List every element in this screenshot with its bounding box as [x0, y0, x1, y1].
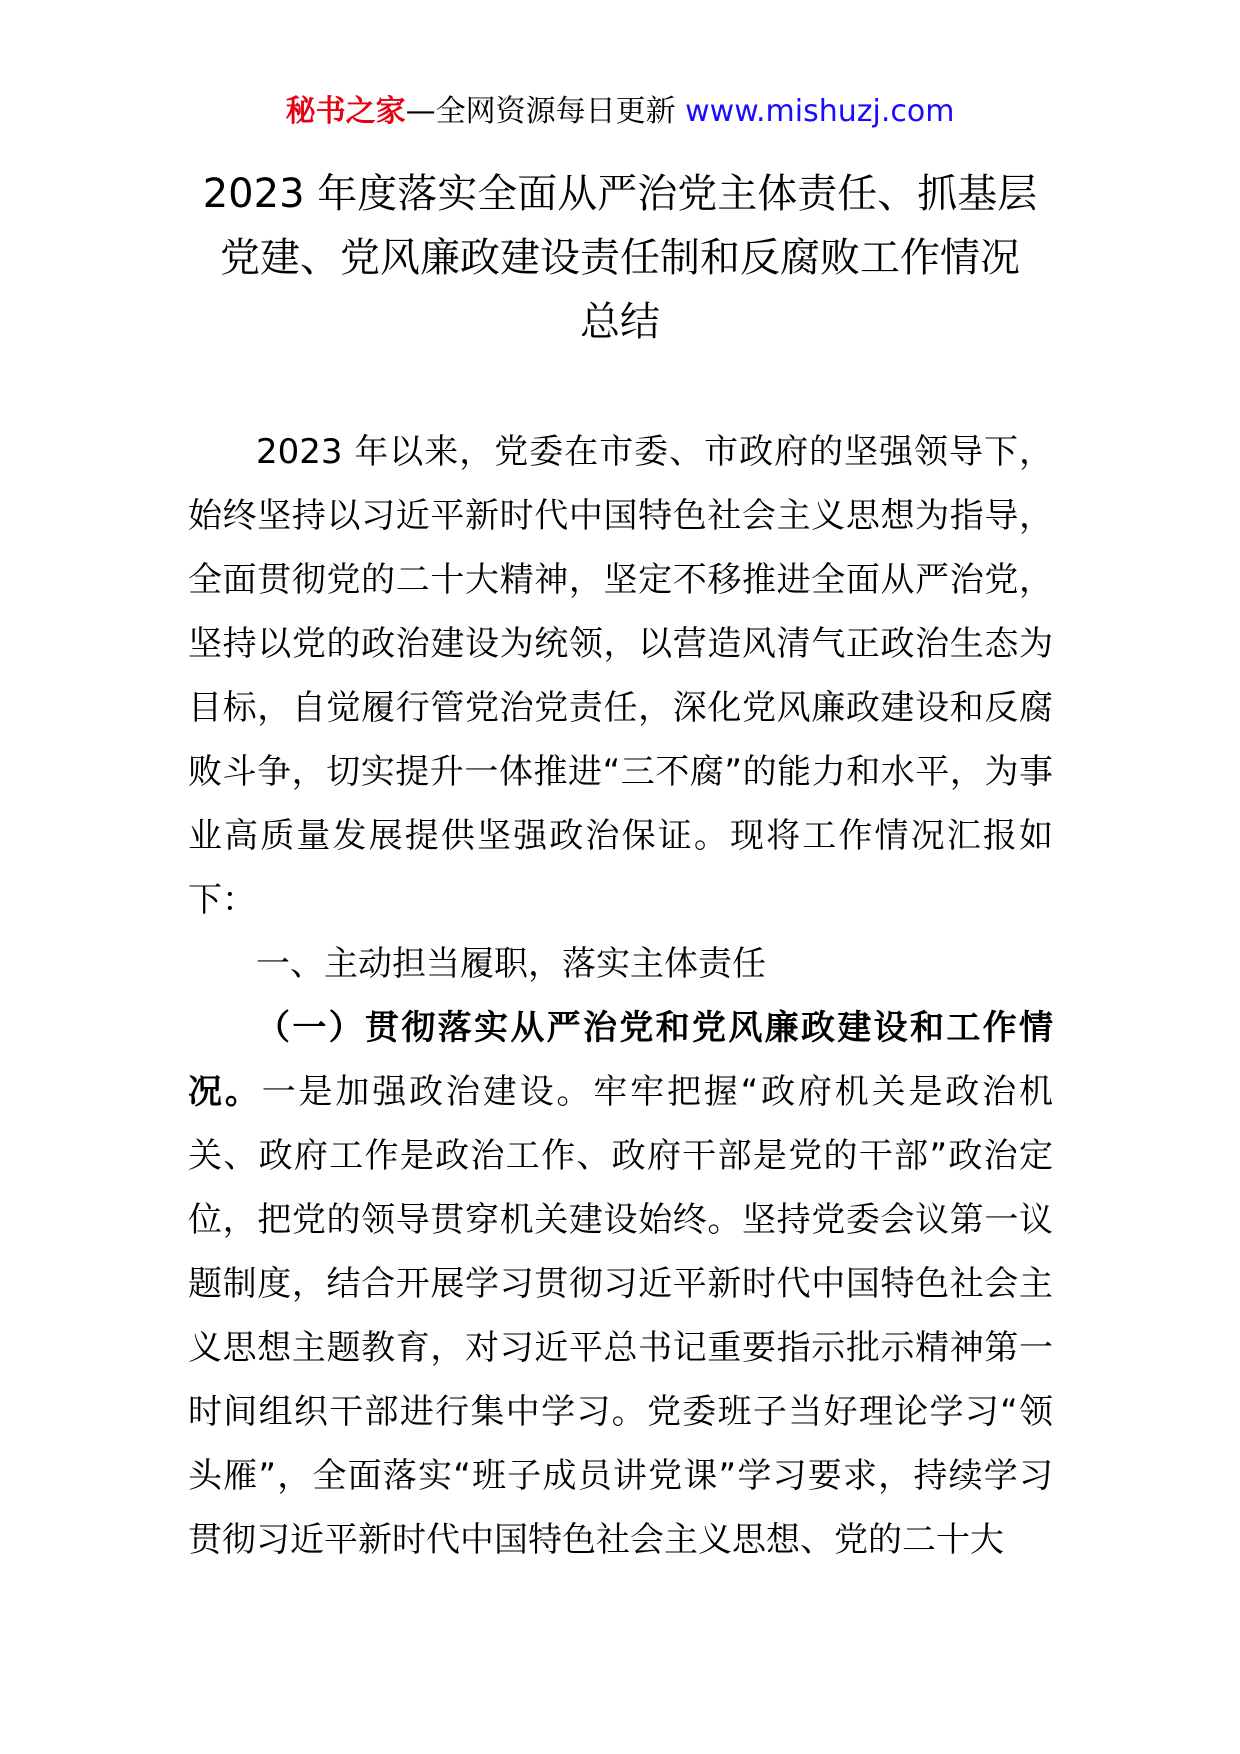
- watermark-header: [0, 92, 1240, 132]
- title-line-1: 2023 年度落实全面从严治党主体责任、抓基层: [202, 171, 1038, 217]
- document-title: [150, 162, 1090, 354]
- subsection-heading: （一）贯彻落实从严治党和党风廉政建设和工作情况。: [188, 1008, 1053, 1112]
- section-heading: 一、主动担当履职，落实主体责任: [256, 944, 766, 984]
- document-body: [188, 420, 1053, 1572]
- subsection-text: 一是加强政治建设。牢牢把握“政府机关是政治机关、政府工作是政治工作、政府干部是党的干部”政治定位，把党的领导贯穿机关建设始终。坚持党委会议第一议题制度，结合开展学习贯彻习近平新时代中国特色社会主义思想主题教育，对习近平总书记重要指示批示精神第一时间组织干部进行集中学习。党委班子当好理论学习“领头雁”，全面落实“班子成员讲党课”学习要求，持续学习贯彻习近平新时代中国特色社会主义思想、党的二十大: [188, 1072, 1053, 1560]
- subsection-paragraph: [188, 996, 1053, 1572]
- site-url: www.mishuzj.com: [685, 94, 955, 129]
- brand-name: 秘书之家: [285, 94, 406, 129]
- title-line-2: 党建、党风廉政建设责任制和反腐败工作情况: [220, 235, 1020, 281]
- header-slogan: —全网资源每日更新: [405, 94, 686, 129]
- title-line-3: 总结: [580, 299, 660, 345]
- intro-paragraph: 2023 年以来，党委在市委、市政府的坚强领导下，始终坚持以习近平新时代中国特色社会主义思想为指导，全面贯彻党的二十大精神，坚定不移推进全面从严治党，坚持以党的政治建设为统领，以营造风清气正政治生态为目标，自觉履行管党治党责任，深化党风廉政建设和反腐败斗争，切实提升一体推进“三不腐”的能力和水平，为事业高质量发展提供坚强政治保证。现将工作情况汇报如下：: [188, 432, 1053, 920]
